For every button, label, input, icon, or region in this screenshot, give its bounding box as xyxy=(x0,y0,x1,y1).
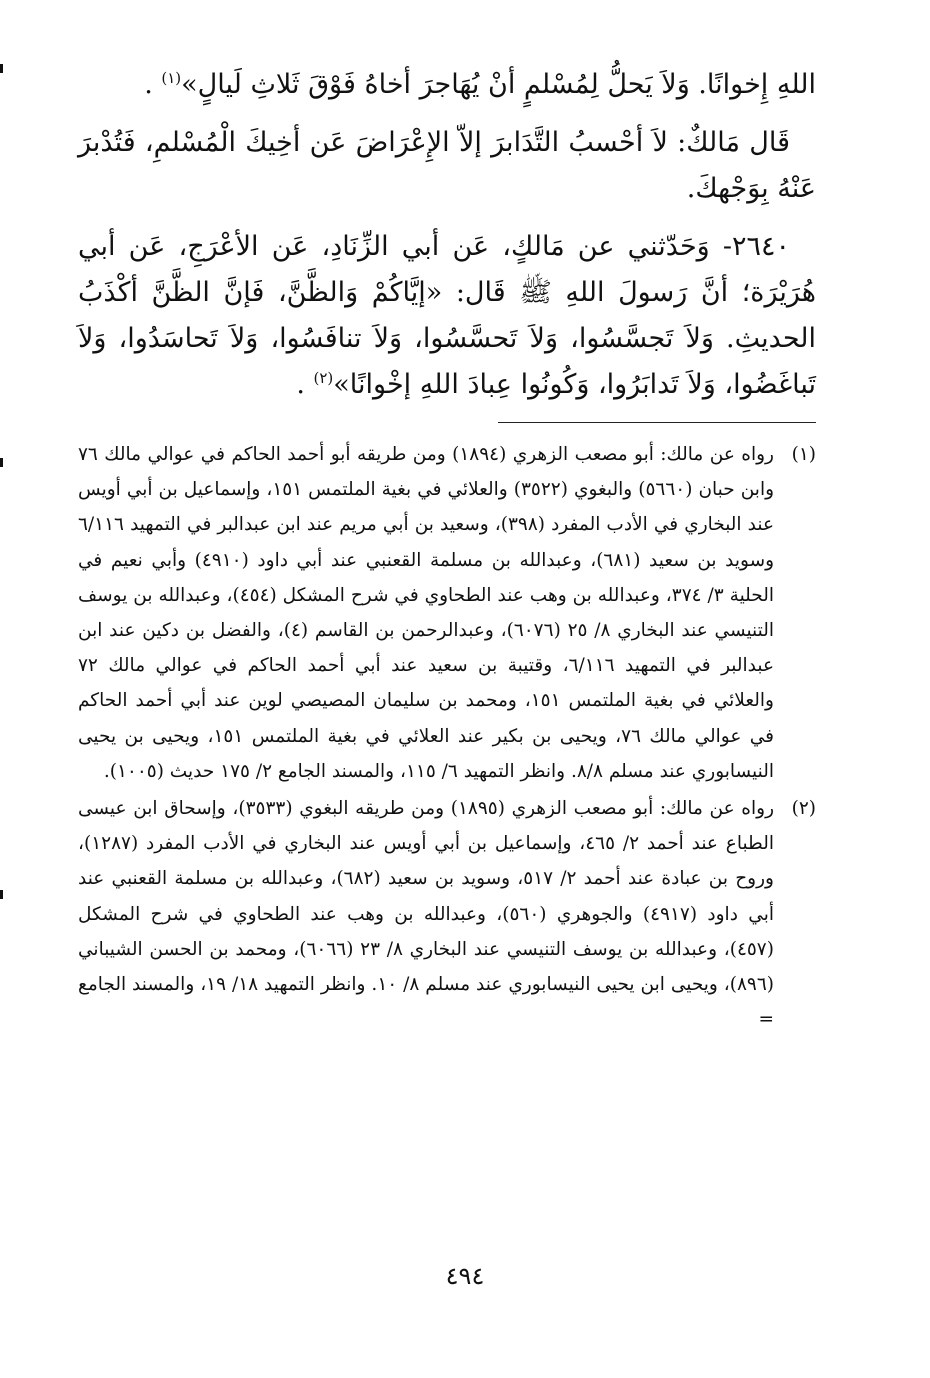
page-content xyxy=(78,62,816,1039)
footnote-2 xyxy=(78,791,816,1037)
footnote-ref-2: (٢) xyxy=(313,369,334,387)
footnotes xyxy=(78,437,816,1037)
main-text xyxy=(78,62,816,408)
malik-commentary: قَال مَالكٌ: لاَ أحْسبُ التَّدَابرَ إلاّ الإِعْرَاضَ عَن أخِيكَ الْمُسْلمِ، فَتُدْبرَ عَنْهُ بِوَجْهكَ. xyxy=(78,127,816,204)
hadith-2640-end: . xyxy=(296,369,314,400)
edge-mark-middle xyxy=(0,458,3,467)
hadith-2640 xyxy=(78,224,816,408)
page-number: ٤٩٤ xyxy=(445,1262,485,1290)
footnote-ref-1: (١) xyxy=(161,69,182,87)
hadith-2640-text: ٢٦٤٠- وَحَدّثني عن مَالكٍ، عَن أبي الزِّنَادِ، عَن الأعْرَجِ، عَن أبي هُرَيْرَة؛ أنَّ رَسولَ اللهِ ﷺ قَال: «إيَّاكُمْ وَالظَّنَّ، فَإنَّ الظَّنَّ أكْذَبُ الحديثِ. وَلاَ تَجسَّسُوا، وَلاَ تَحسَّسُوا، وَلاَ تنافَسُوا، وَلاَ تَحاسَدُوا، وَلاَ تَباغَضُوا، وَلاَ تَدابَرُوا، وَكُونُوا عِبادَ اللهِ إخْوانًا» xyxy=(78,231,816,400)
footnote-1-text: رواه عن مالك: أبو مصعب الزهري (١٨٩٤) ومن طريقه أبو أحمد الحاكم في عوالي مالك ٧٦ وابن حبان (٥٦٦٠) والبغوي (٣٥٢٢) والعلائي في بغية الملتمس ١٥١، وإسماعيل بن أبي أويس عند البخاري في الأدب المفرد (٣٩٨)، وسعيد بن أبي مريم عند ابن عبدالبر في التمهيد ٦/١١٦ وسويد بن سعيد (٦٨١)، وعبدالله بن مسلمة القعنبي عند أبي داود (٤٩١٠) وأبي نعيم في الحلية ٣/ ٣٧٤، وعبدالله بن وهب عند الطحاوي في شرح المشكل (٤٥٤)، وعبدالله بن يوسف التنيسي عند البخاري ٨/ ٢٥ (٦٠٧٦)، وعبدالرحمن بن القاسم (٤)، والفضل بن دكين عند ابن عبدالبر في التمهيد ٦/١١٦، وقتيبة بن سعيد عند أبي أحمد الحاكم في عوالي مالك ٧٢ والعلائي في بغية الملتمس ١٥١، ومحمد بن سليمان المصيصي لوين عند أبي أحمد الحاكم في عوالي مالك ٧٦، ويحيى بن بكير عند العلائي في بغية الملتمس ١٥١، ويحيى بن يحيى النيسابوري عند مسلم ٨/٨. وانظر التمهيد ٦/ ١١٥، والمسند الجامع ٢/ ١٧٥ حديث (١٠٠٥). xyxy=(78,444,775,782)
footnote-1-number: (١) xyxy=(791,444,816,465)
footnote-2-text: رواه عن مالك: أبو مصعب الزهري (١٨٩٥) ومن طريقه البغوي (٣٥٣٣)، وإسحاق ابن عيسى الطباع عند أحمد ٢/ ٤٦٥، وإسماعيل بن أبي أويس عند البخاري في الأدب المفرد (١٢٨٧)، وروح بن عبادة عند أحمد ٢/ ٥١٧، وسويد بن سعيد (٦٨٢)، وعبدالله بن مسلمة القعنبي عند أبي داود (٤٩١٧) والجوهري (٥٦٠)، وعبدالله بن وهب عند الطحاوي في شرح المشكل (٤٥٧)، وعبدالله بن يوسف التنيسي عند البخاري ٨/ ٢٣ (٦٠٦٦)، ومحمد بن الحسن الشيباني (٨٩٦)، ويحيى ابن يحيى النيسابوري عند مسلم ٨/ ١٠. وانظر التمهيد ١٨/ ١٩، والمسند الجامع = xyxy=(78,798,775,1031)
hadith-continuation xyxy=(78,62,816,108)
footnote-1 xyxy=(78,437,816,789)
footnote-2-number: (٢) xyxy=(791,798,816,820)
edge-mark-bottom xyxy=(0,890,3,899)
footnote-separator xyxy=(498,422,816,423)
hadith-continuation-text: اللهِ إِخوانًا. وَلاَ يَحلُّ لِمُسْلمٍ أنْ يُهَاجرَ أخاهُ فَوْقَ ثَلاثِ لَيالٍ» xyxy=(181,69,816,100)
edge-mark-top xyxy=(0,64,3,73)
hadith-continuation-end: . xyxy=(144,69,162,100)
